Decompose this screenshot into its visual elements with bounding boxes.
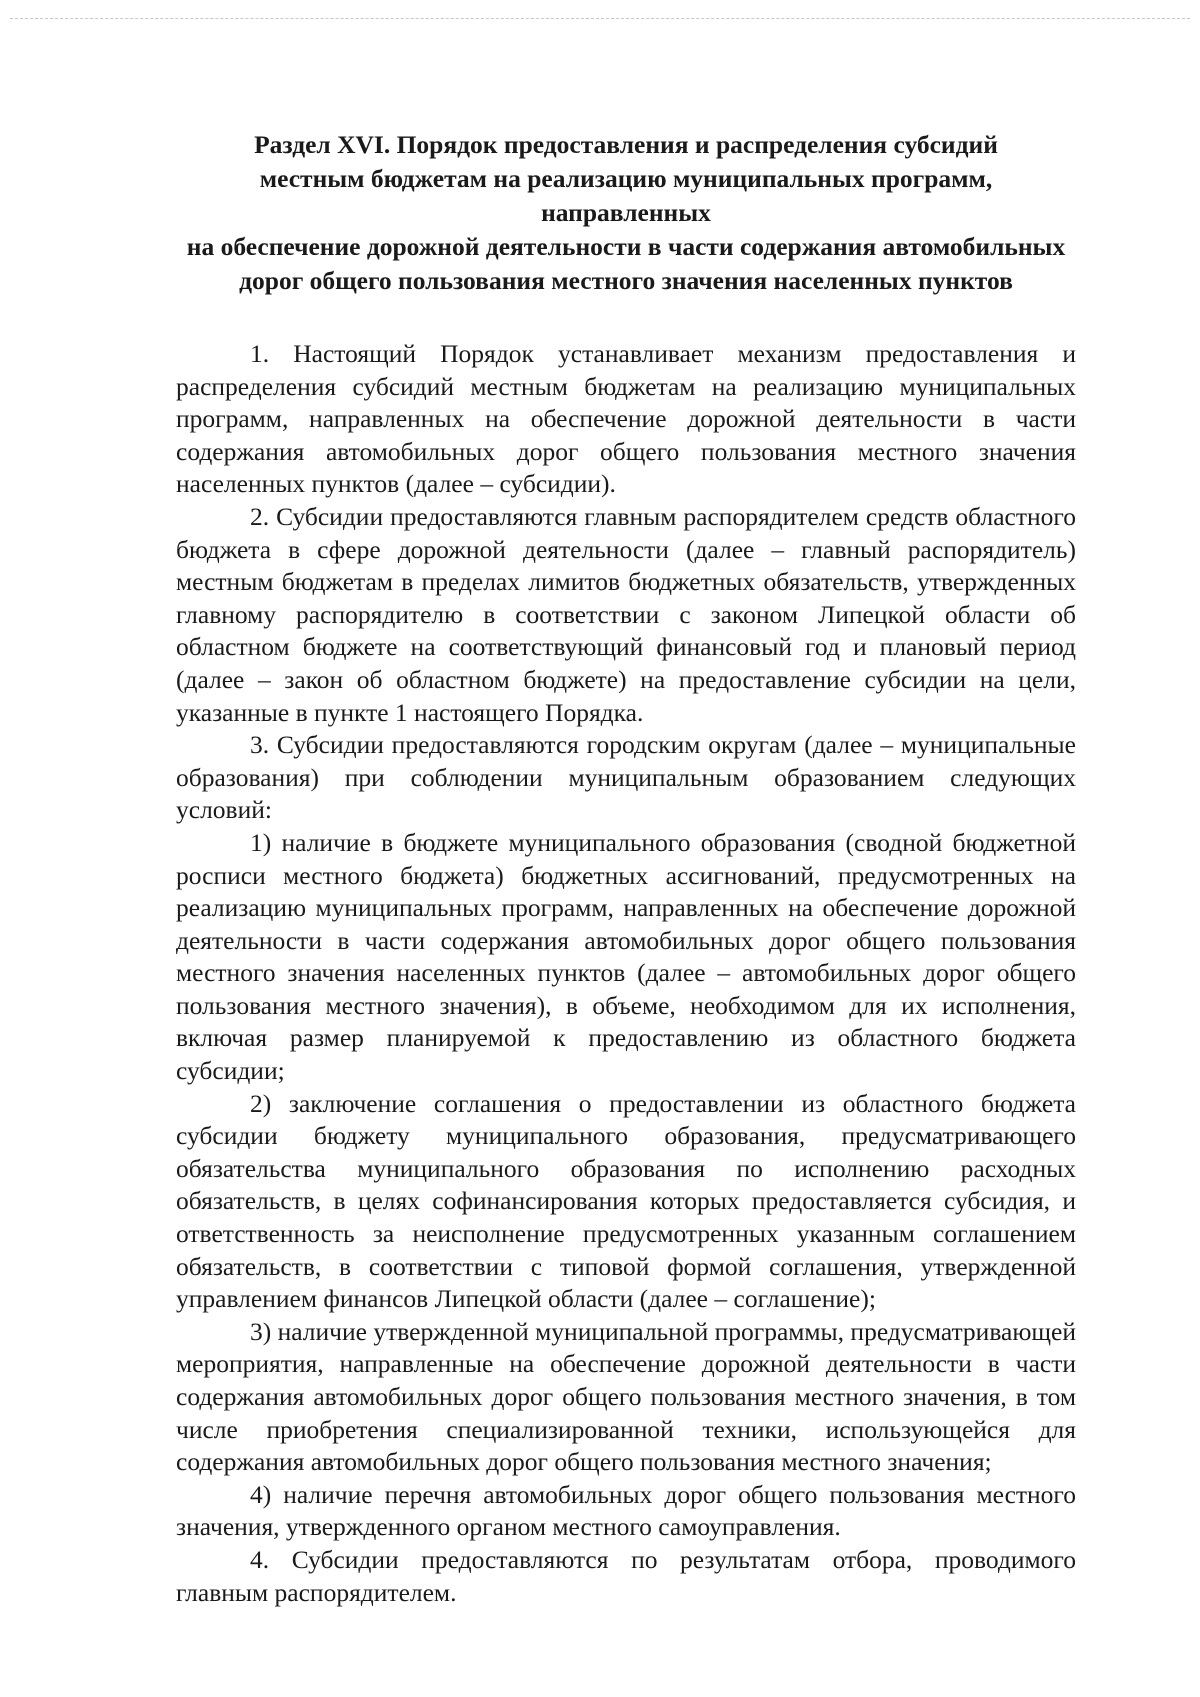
document-page bbox=[176, 128, 1076, 1609]
paragraph-item-3: 3. Субсидии предоставляются городским округам (далее – муниципальные образования) при соблюдении муниципальным образованием следующих условий: bbox=[176, 730, 1076, 825]
subparagraph-item-3-3: 3) наличие утвержденной муниципальной программы, предусматривающей мероприятия, направленные на обеспечение дорожной деятельности в части содержания автомобильных дорог общего пользования местного значения, в том числе приобретения специализированной техники, использующейся для содержания автомобильных дорог общего пользования местного значения; bbox=[176, 1316, 1076, 1477]
section-title-line: на обеспечение дорожной деятельности в части содержания автомобильных bbox=[186, 232, 1066, 261]
section-title-line: дорог общего пользования местного значения населенных пунктов bbox=[239, 266, 1013, 295]
section-title-line: Раздел XVI. Порядок предоставления и распределения субсидий bbox=[254, 130, 998, 159]
paragraph-item-1: 1. Настоящий Порядок устанавливает механизм предоставления и распределения субсидий местным бюджетам на реализацию муниципальных программ, направленных на обеспечение дорожной деятельности в части содержания автомобильных дорог общего пользования местного значения населенных пунктов (далее – субсидии). bbox=[176, 339, 1076, 499]
paragraph-item-2: 2. Субсидии предоставляются главным распорядителем средств областного бюджета в сфере дорожной деятельности (далее – главный распорядитель) местным бюджетам в пределах лимитов бюджетных обязательств, утвержденных главному распорядителю в соответствии с законом Липецкой области об областном бюджете на соответствующий финансовый год и плановый период (далее – закон об областном бюджете) на предоставление субсидии на цели, указанные в пункте 1 настоящего Порядка. bbox=[176, 501, 1076, 727]
section-title bbox=[176, 128, 1076, 298]
document-body bbox=[176, 338, 1076, 1609]
paragraph-item-4: 4. Субсидии предоставляются по результатам отбора, проводимого главным распорядителем. bbox=[176, 1544, 1076, 1607]
subparagraph-item-3-4: 4) наличие перечня автомобильных дорог общего пользования местного значения, утвержденного органом местного самоуправления. bbox=[176, 1479, 1076, 1542]
subparagraph-item-3-2: 2) заключение соглашения о предоставлении из областного бюджета субсидии бюджету муниципального образования, предусматривающего обязательства муниципального образования по исполнению расходных обязательств, в целях софинансирования которых предоставляется субсидия, и ответственность за неисполнение предусмотренных указанным соглашением обязательств, в соответствии с типовой формой соглашения, утвержденной управлением финансов Липецкой области (далее – соглашение); bbox=[176, 1088, 1076, 1314]
scan-edge-line bbox=[10, 18, 1190, 19]
section-title-line: местным бюджетам на реализацию муниципальных программ, направленных bbox=[259, 164, 993, 227]
subparagraph-item-3-1: 1) наличие в бюджете муниципального образования (сводной бюджетной росписи местного бюджета) бюджетных ассигнований, предусмотренных на реализацию муниципальных программ, направленных на обеспечение дорожной деятельности в части содержания автомобильных дорог общего пользования местного значения населенных пунктов (далее – автомобильных дорог общего пользования местного значения), в объеме, необходимом для их исполнения, включая размер планируемой к предоставлению из областного бюджета субсидии; bbox=[176, 827, 1076, 1086]
